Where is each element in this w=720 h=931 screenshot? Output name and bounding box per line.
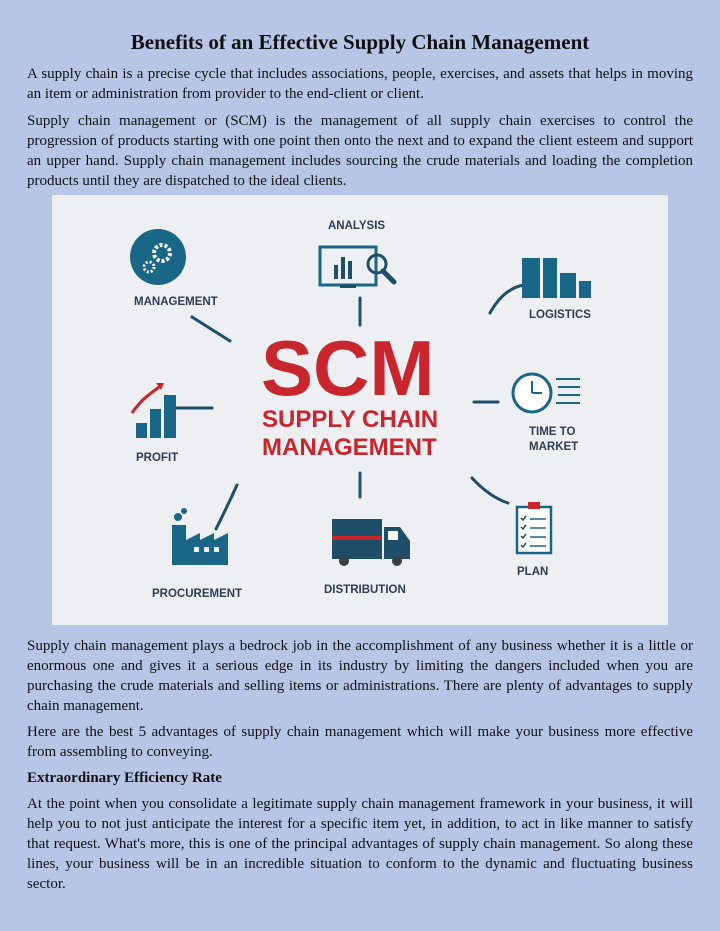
label-logistics: LOGISTICS — [529, 309, 591, 321]
scm-line-1: SUPPLY CHAIN — [262, 406, 439, 433]
body-paragraph-2: Here are the best 5 advantages of supply chain management which will make your business more effective from assembling to conveying. — [27, 724, 693, 760]
clock-icon — [513, 374, 580, 412]
body-paragraph-1: Supply chain management plays a bedrock job in the accomplishment of any business whether it is a little or enormous one and gives it a serious edge in its industry by limiting the dangers included when you are purchasing the crude materials and selling items or administrations. There are plenty of advantages to supply chain management. — [27, 638, 693, 714]
scm-infographic-svg — [52, 195, 668, 625]
scm-abbreviation: SCM — [261, 324, 435, 412]
label-plan: PLAN — [517, 566, 549, 578]
truck-icon — [332, 519, 410, 566]
checklist-icon — [517, 502, 551, 553]
label-analysis: ANALYSIS — [328, 220, 386, 232]
scm-infographic — [52, 195, 668, 625]
label-market: MARKET — [529, 441, 579, 453]
label-time-to: TIME TO — [529, 426, 576, 438]
gear-icon — [130, 229, 186, 285]
intro-paragraph-1: A supply chain is a precise cycle that includes associations, people, exercises, and assets that helps in moving an item or administration from provider to the end-client or client. — [27, 66, 693, 102]
section-heading: Extraordinary Efficiency Rate — [27, 770, 222, 786]
section-paragraph: At the point when you consolidate a legitimate supply chain management framework in your business, it will help you to not just anticipate the interest for a specific item yet, in addition, to act in like manner to satisfy that request. What's more, this is one of the principal advantages of supply chain management. So along these lines, your business will be in an incredible situation to conform to the dynamic and fluctuating business sector. — [27, 796, 693, 892]
label-profit: PROFIT — [136, 452, 179, 464]
profit-icon — [132, 383, 176, 438]
label-management: MANAGEMENT — [134, 296, 218, 308]
body-text — [27, 636, 693, 900]
factory-icon — [172, 508, 228, 565]
page-title: Benefits of an Effective Supply Chain Management — [130, 30, 590, 54]
label-procurement: PROCUREMENT — [152, 588, 243, 600]
logistics-icon — [522, 258, 591, 298]
analysis-icon — [320, 247, 394, 288]
intro-paragraph-2: Supply chain management or (SCM) is the management of all supply chain exercises to control the progression of products starting with one point then onto the next and to expand the client esteem and support an upper hand. Supply chain management includes sourcing the crude materials and loading the completion products until they are dispatched to the ideal clients. — [27, 113, 693, 189]
label-distribution: DISTRIBUTION — [324, 584, 406, 596]
scm-line-2: MANAGEMENT — [262, 434, 437, 461]
